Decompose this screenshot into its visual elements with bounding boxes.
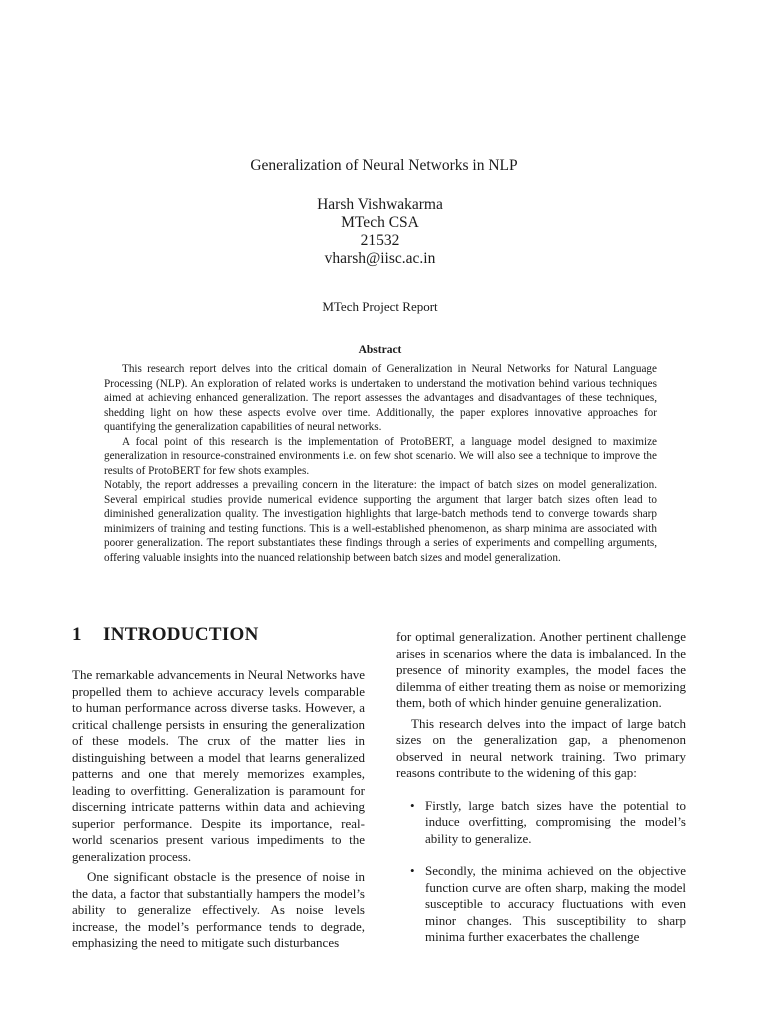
abstract-heading: Abstract bbox=[358, 344, 402, 356]
abstract-body bbox=[104, 362, 657, 565]
section-title: INTRODUCTION bbox=[103, 624, 259, 645]
section-number: 1 bbox=[72, 624, 82, 645]
bullet-icon: • bbox=[410, 863, 415, 878]
section-heading bbox=[72, 624, 259, 646]
paper-title: Generalization of Neural Networks in NLP bbox=[250, 157, 518, 174]
abstract-paragraph: A focal point of this research is the implementation of ProtoBERT, a language model designed to maximize generalization in resource-constrained environments i.e. on few shot scenario. We will also see a technique to improve the results of ProtoBERT for few shots examples. bbox=[104, 435, 657, 477]
list-item bbox=[396, 798, 686, 848]
author-block bbox=[0, 196, 760, 268]
list-item-text: Firstly, large batch sizes have the potential to induce overfitting, compromising the model’s ability to generalize. bbox=[425, 797, 686, 846]
body-paragraph: The remarkable advancements in Neural Networks have propelled them to achieve accuracy levels comparable to human performance across diverse tasks. However, a critical challenge persists in ensuring the generalization of these models. The crux of the matter lies in distinguishing between a model that learns generalized patterns and one that merely memorizes examples, leading to overfitting. Generalization is paramount for discerning intricate patterns within data and achieving superior performance. Despite its importance, real-world scenarios present various impediments to the generalization process. bbox=[72, 667, 365, 864]
body-paragraph: This research delves into the impact of large batch sizes on the generalization gap, a phenomenon observed in neural network training. Two primary reasons contribute to the widening of this gap: bbox=[396, 715, 686, 780]
bullet-icon: • bbox=[410, 797, 415, 813]
left-column bbox=[72, 667, 365, 952]
list-item-text: Secondly, the minima achieved on the objective function curve are often sharp, making the model susceptible to accuracy fluctuations with even minor changes. This susceptibility to sharp minima further exacerbates the challenge bbox=[425, 863, 686, 944]
list-item bbox=[396, 863, 686, 946]
author-email: vharsh@iisc.ac.in bbox=[324, 250, 436, 267]
body-paragraph: for optimal generalization. Another pertinent challenge arises in scenarios where the data is imbalanced. In the presence of minority examples, the model faces the dilemma of either treating them as noise or memorizing them, both of which hinder genuine generalization. bbox=[396, 629, 686, 710]
bullet-list bbox=[396, 798, 686, 946]
author-id: 21532 bbox=[360, 232, 400, 249]
report-type: MTech Project Report bbox=[322, 299, 438, 314]
abstract-paragraph: This research report delves into the critical domain of Generalization in Neural Networks for Natural Language Processing (NLP). An exploration of related works is undertaken to understand the motivation behind various techniques aimed at achieving enhanced generalization. The report assesses the advantages and disadvantages of these techniques, shedding light on how these aspects evolve over time. Additionally, the paper explores innovative approaches for quantifying the generalization capabilities of neural networks. bbox=[104, 363, 657, 433]
author-program: MTech CSA bbox=[341, 214, 419, 231]
author-name: Harsh Vishwakarma bbox=[317, 196, 443, 213]
abstract-paragraph: Notably, the report addresses a prevailing concern in the literature: the impact of batch sizes on model generalization. Several empirical studies provide numerical evidence supporting the argument that larger batch sizes often lead to diminished generalization quality. The investigation highlights that large-batch methods tend to converge towards sharp minimizers of training and testing functions. This is a well-established phenomenon, as sharp minima are associated with poorer generalization. The report substantiates these findings through a series of experiments and compelling arguments, offering valuable insights into the nuanced relationship between batch sizes and model generalization. bbox=[104, 479, 657, 564]
right-column bbox=[396, 629, 686, 962]
body-paragraph: One significant obstacle is the presence of noise in the data, a factor that substantially hampers the model’s ability to generalize effectively. As noise levels increase, the model’s performance tends to degrade, emphasizing the need to mitigate such disturbances bbox=[72, 869, 365, 950]
